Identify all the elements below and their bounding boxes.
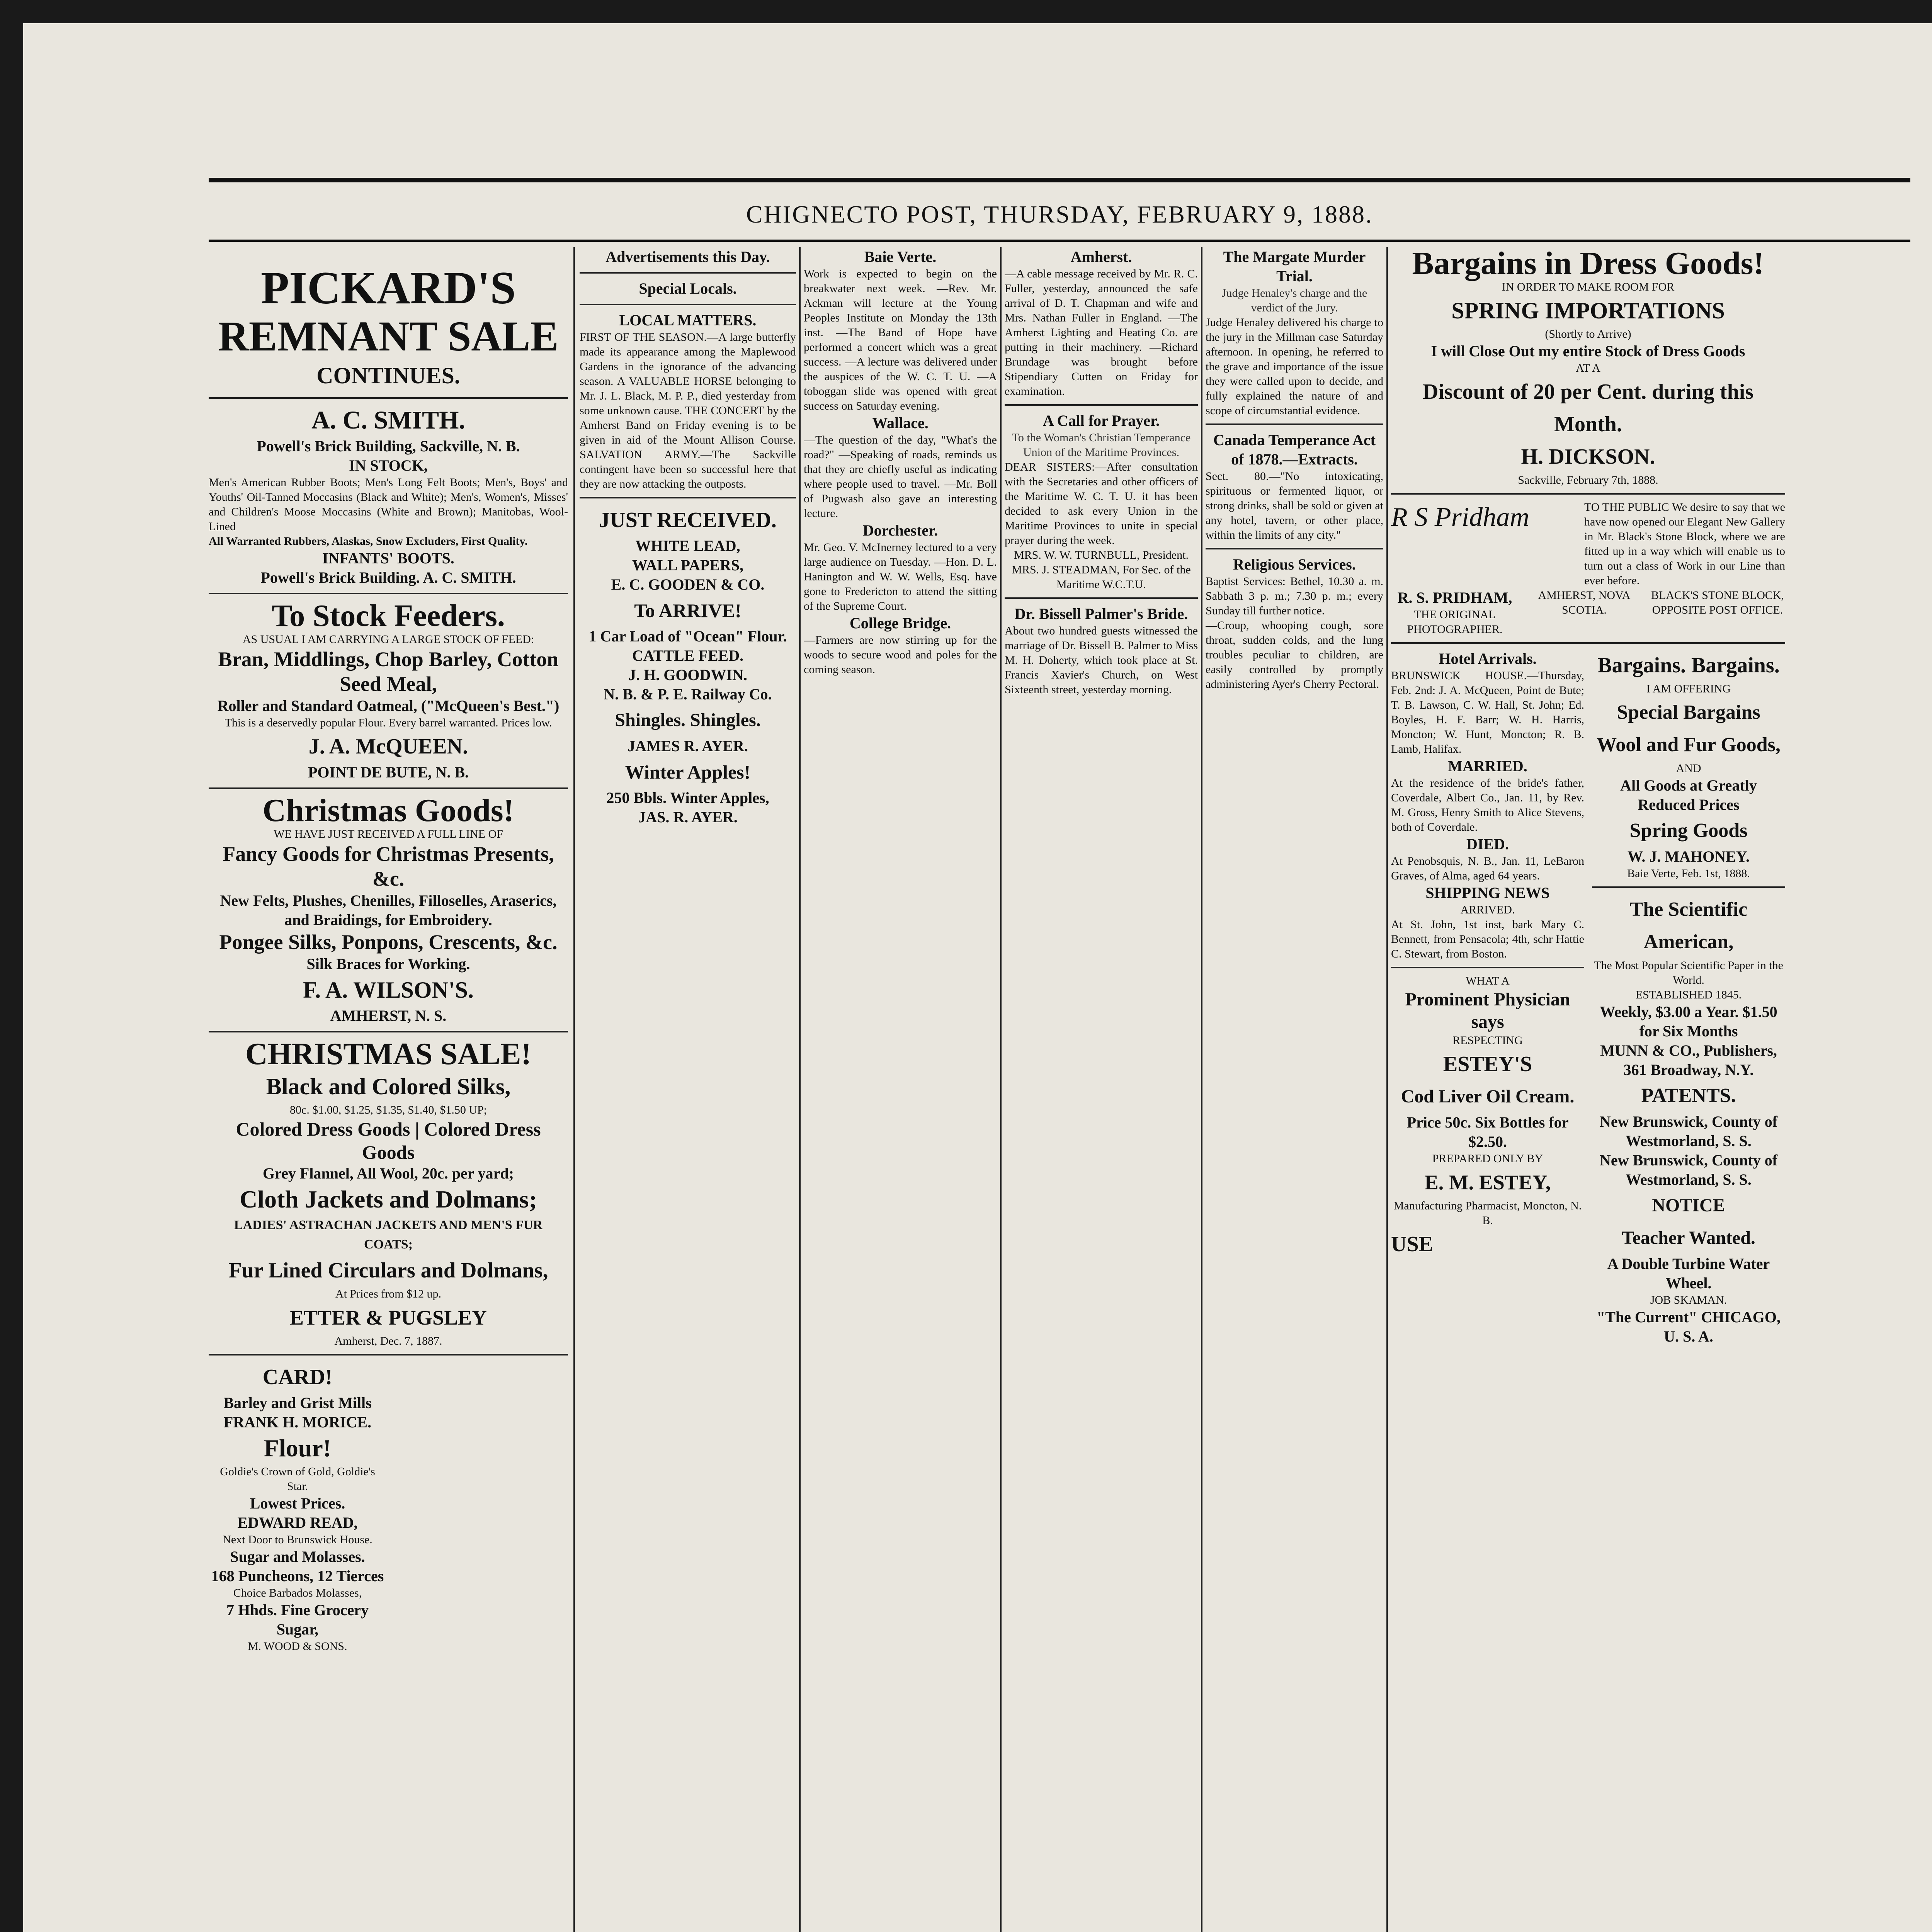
palmer-head: Dr. Bissell Palmer's Bride. [1014,605,1188,622]
cod-liver: Cod Liver Oil Cream. [1401,1086,1575,1107]
divider [209,787,568,789]
temperance-text: Sect. 80.—"No intoxicating, spirituous or fermented liquor, or strong drinks, shall be sold or given at any hotel, tavern, or other place, within the limits of any city." [1206,470,1383,541]
masthead-top-rule [209,178,1910,182]
ocean-flour: 1 Car Load of "Ocean" Flour. [588,628,787,645]
local-text: FIRST OF THE SEASON.—A large butterfly made its appearance among the Maplewood Gardens in the ignorance of the advancing season. A VALUABLE HORSE belonging to Mr. J. L. Black, M. P. P., died yesterday from some unknown cause. THE CONCERT by the Amherst Band on Friday evening is to be given in aid of the Mount Allison Course. SALVATION ARMY.—The Sackville contingent have been so successful here that they are now attacking the outposts. [580,331,796,490]
divider [580,497,796,498]
pickard-title: PICKARD'S [260,262,516,313]
column-rule [1000,247,1002,1932]
divider [209,1354,568,1355]
wallace-text: —The question of the day, "What's the road?" —Speaking of roads, reminds us that they are chiefly useful as indicating where people used to travel. —Mr. Boll of Pugwash also gave an interesting lecture. [804,434,997,520]
etter-name: ETTER & PUGSLEY [289,1306,487,1329]
skaman: JOB SKAMAN. [1650,1294,1727,1306]
gooden: E. C. GOODEN & CO. [611,576,765,593]
divider [209,593,568,594]
pickard-continues: CONTINUES. [316,363,460,388]
married-head: MARRIED. [1448,757,1527,775]
pridham-block: BLACK'S STONE BLOCK, OPPOSITE POST OFFICE. [1651,589,1784,616]
divider [580,272,796,274]
spring-importations: SPRING IMPORTATIONS [1451,298,1725,323]
xmas-sale: CHRISTMAS SALE! [245,1037,532,1071]
pridham-signature: R S Pridham [1391,502,1529,532]
local-matters: LOCAL MATTERS. [619,311,757,329]
wool: Wool and Fur Goods, [1597,734,1781,756]
sci-sub: The Most Popular Scientific Paper in the World. [1594,959,1783,986]
fur-lined: Fur Lined Circulars and Dolmans, [228,1259,548,1282]
mills: Barley and Grist Mills [223,1394,372,1412]
smith-warranted: All Warranted Rubbers, Alaskas, Snow Excluders, First Quality. [209,535,528,548]
dorchester-text: Mr. Geo. V. McInerney lectured to a very large audience on Tuesday. —Hon. D. L. Hanington and W. W. Wells, Esq. have gone to Fredericton to attend the sitting of the Supreme Court. [804,541,997,612]
apples: Winter Apples! [625,761,751,783]
what-a: WHAT A [1466,975,1510,987]
column-3 [804,247,997,1932]
pridham-ad [1391,500,1785,588]
just-received: JUST RECEIVED. [599,508,777,532]
amherst-text: —A cable message received by Mr. R. C. Fuller, yesterday, announced the safe arrival of D. T. Chapman and wife and Mrs. Nathan Fuller in England. —The Amherst Lighting and Heating Co. are putting in their machinery. —Richard Brundage was brought before Stipendiary Cutten on Friday for examination. [1005,267,1198,398]
patents: PATENTS. [1641,1085,1736,1107]
masthead-title: CHIGNECTO POST, THURSDAY, FEBRUARY 9, 1888. [746,201,1373,228]
column-rule [573,247,575,1932]
christmas-title: Christmas Goods! [262,793,514,828]
baie-verte-text: Work is expected to begin on the breakwater next week. —Rev. Mr. Ackman will lecture at the Young Peoples Institute on Monday the 13th inst. —The Band of Hope have performed a concert which was a great success. —A lecture was delivered under the auspices of the W. C. T. U. —A toboggan slide was opened with great success on Saturday evening. [804,267,997,412]
arrived: ARRIVED. [1460,903,1515,916]
sugar: Sugar and Molasses. [230,1548,365,1565]
bargains-2: Bargains. Bargains. [1597,653,1780,677]
shortly: (Shortly to Arrive) [1545,328,1631,340]
baie-verte-head: Baie Verte. [864,248,937,265]
col6-right [1592,649,1785,1346]
est: ESTABLISHED 1845. [1635,988,1742,1001]
prominent: Prominent Physician says [1405,989,1570,1032]
respecting: RESPECTING [1452,1034,1523,1047]
margate-text: Judge Henaley delivered his charge to the jury in the Millman case Saturday afternoon. In opening, he referred to the grave and importance of the issue they were called upon to decide, and fully explained the nature of and scope of circumstantial evidence. [1206,316,1383,417]
wilson-name: F. A. WILSON'S. [303,977,474,1003]
prayer-head: A Call for Prayer. [1043,412,1160,429]
close-out: I will Close Out my entire Stock of Dress Goods [1431,342,1745,360]
price: Price 50c. Six Bottles for $2.50. [1406,1114,1569,1150]
smith-footer: Powell's Brick Building. A. C. SMITH. [260,569,516,586]
ayer: JAMES R. AYER. [628,737,748,755]
divider [209,397,568,399]
divider [1005,597,1198,599]
feeders-title: To Stock Feeders. [272,599,505,633]
pridham-addr: AMHERST, NOVA SCOTIA. [1538,589,1631,616]
feeders-intro: AS USUAL I AM CARRYING A LARGE STOCK OF FEED: [242,633,534,646]
goodwin: J. H. GOODWIN. [628,666,747,684]
margate-sub: Judge Henaley's charge and the verdict of the Jury. [1221,287,1367,314]
christmas-pongee: Pongee Silks, Ponpons, Crescents, &c. [219,930,558,954]
lower-right [393,1361,566,1654]
college-text: —Farmers are now stirring up for the woods to secure wood and poles for the coming season. [804,634,997,676]
teacher: Teacher Wanted. [1622,1228,1755,1248]
newspaper-page [23,23,1932,1932]
married-text: At the residence of the bride's father, Coverdale, Albert Co., Jan. 11, by Rev. M. Gross, Henry Smith to Alice Stevens, both of Coverdale. [1391,777,1584,833]
munn: MUNN & CO., Publishers, 361 Broadway, N.Y. [1600,1042,1777,1078]
mcqueen-address: POINT DE BUTE, N. B. [308,764,469,781]
special: Special Bargains [1617,701,1760,723]
shipping-text: At St. John, 1st inst, bark Mary C. Bennett, from Pensacola; 4th, schr Hattie C. Stewart, from Boston. [1391,918,1584,960]
pridham-footer [1391,588,1785,637]
apples-sub: 250 Bbls. Winter Apples, [606,789,769,806]
religious-head: Religious Services. [1233,556,1356,573]
lower-row [209,1361,568,1654]
feeders-note: This is a deservedly popular Flour. Every barrel warranted. Prices low. [224,716,552,729]
pridham-sub: THE ORIGINAL PHOTOGRAPHER. [1407,608,1503,636]
wall-papers: WALL PAPERS, [632,556,744,574]
divider [580,304,796,305]
mcqueen-name: J. A. McQUEEN. [308,735,468,759]
smith-items: Men's American Rubber Boots; Men's Long Felt Boots; Men's, Boys' and Youths' Oil-Tanned Moccasins (Black and White); Men's, Women's, Misses' and Children's Moose Moccasins (White and Brown); Manitobas, Wool-Lined [209,476,568,533]
puncheons: 168 Puncheons, 12 Tierces [211,1567,384,1585]
hhds: 7 Hhds. Fine Grocery Sugar, [226,1601,369,1638]
cloth: Cloth Jackets and Dolmans; [240,1185,537,1213]
etter-address: Amherst, Dec. 7, 1887. [334,1335,442,1347]
divider [1391,493,1785,495]
special-locals: Special Locals. [639,280,737,297]
dorchester-head: Dorchester. [862,522,938,539]
flour-title: Flour! [264,1434,332,1462]
silks: Black and Colored Silks, [266,1074,511,1099]
temperance-head: Canada Temperance Act of 1878.—Extracts. [1213,431,1376,468]
hotel-text: BRUNSWICK HOUSE.—Thursday, Feb. 2nd: J. A. McQueen, Point de Bute; T. B. Lawson, C. W. Hall, St. John; Ed. Boyles, H. F. Barr; W. H. Harris, Moncton; W. Hunt, Moncton; R. B. Lamb, Halifax. [1391,669,1584,755]
estey: ESTEY'S [1443,1052,1532,1076]
masthead-bottom-rule [209,240,1910,242]
feeders-items: Bran, Middlings, Chop Barley, Cotton Seed Meal, [218,648,559,696]
pridham-name-block [1391,588,1519,637]
column-4 [1005,247,1198,1932]
flour-prices: Lowest Prices. [250,1495,345,1512]
morice: FRANK H. MORICE. [223,1413,372,1431]
wallace-head: Wallace. [872,414,929,432]
astrachan: LADIES' ASTRACHAN JACKETS AND MEN'S FUR COATS; [234,1218,543,1252]
feeders-oats: Roller and Standard Oatmeal, ("McQueen's Best.") [217,697,560,714]
column-rule [1201,247,1202,1932]
christmas-fancy: Fancy Goods for Christmas Presents, &c. [223,842,554,890]
dress-goods: Colored Dress Goods | Colored Dress Goods [236,1118,541,1163]
pharmacist: Manufacturing Pharmacist, Moncton, N. B. [1393,1199,1582,1227]
discount: Discount of 20 per Cent. during this Month. [1422,380,1754,436]
dickson-date: Sackville, February 7th, 1888. [1518,474,1658,486]
shingles: Shingles. Shingles. [615,710,761,730]
divider [1005,404,1198,406]
reduced: All Goods at Greatly Reduced Prices [1620,777,1757,813]
read-name: EDWARD READ, [237,1514,358,1531]
wilson-address: AMHERST, N. S. [330,1007,447,1024]
hotel-head: Hotel Arrivals. [1439,650,1537,667]
smith-infants: INFANTS' BOOTS. [322,549,454,567]
divider [1206,423,1383,425]
col6-lower [1391,649,1785,1346]
fur-price: At Prices from $12 up. [335,1287,442,1300]
died-text: At Penobsquis, N. B., Jan. 11, LeBaron Graves, of Alma, aged 64 years. [1391,855,1584,882]
croup-text: —Croup, whooping cough, sore throat, sudden colds, and the lung troubles peculiar to children, are easily controlled by promptly administering Ayer's Cherry Pectoral. [1206,619,1383,690]
religious-text: Baptist Services: Bethel, 10.30 a. m. Sabbath 3 p. m.; 7.30 p. m.; every Sunday till further notice. [1206,575,1383,617]
steadman: MRS. J. STEADMAN, For Sec. of the Maritime W.C.T.U. [1012,563,1191,591]
prepared: PREPARED ONLY BY [1432,1152,1543,1165]
divider [1592,886,1785,888]
column-1 [209,247,568,1932]
mahoney-addr: Baie Verte, Feb. 1st, 1888. [1627,867,1750,880]
prayer-sub: To the Woman's Christian Temperance Union of the Maritime Provinces. [1012,431,1191,459]
column-5 [1206,247,1383,1932]
smith-instock: IN STOCK, [349,457,428,474]
molasses: Choice Barbados Molasses, [233,1587,362,1599]
dickson: H. DICKSON. [1521,445,1655,469]
to-arrive: To ARRIVE! [634,600,742,621]
em-estey: E. M. ESTEY, [1424,1171,1551,1194]
divider [1391,642,1785,644]
smith-name: A. C. SMITH. [311,406,465,434]
christmas-braces: Silk Braces for Working. [306,955,470,973]
amherst-head: Amherst. [1070,248,1132,265]
bargains-intro: IN ORDER TO MAKE ROOM FOR [1502,281,1675,293]
turbine: A Double Turbine Water Wheel. [1607,1255,1770,1292]
palmer-text: About two hundred guests witnessed the marriage of Dr. Bissell B. Palmer to Miss M. H. Doherty, which took place at St. Francis Xavier's Church, on West Sixteenth street, yesterday morning. [1005,624,1198,696]
railway: N. B. & P. E. Railway Co. [604,685,772,703]
current: "The Current" CHICAGO, U. S. A. [1597,1308,1781,1345]
margate-head: The Margate Murder Trial. [1223,248,1366,285]
ads-head: Advertisements this Day. [605,248,770,265]
pridham-text: TO THE PUBLIC We desire to say that we have now opened our Elegant New Gallery in Mr. Black's Stone Block, where we are fitted up in a way which will enable us to turn out a class of Work in our Line than ever before. [1584,501,1785,587]
read-address: Next Door to Brunswick House. [223,1533,372,1546]
spring-goods: Spring Goods [1629,820,1748,842]
weekly: Weekly, $3.00 a Year. $1.50 for Six Months [1600,1003,1777,1040]
white-lead: WHITE LEAD, [635,537,740,554]
card-title: CARD! [262,1365,333,1389]
shipping-head: SHIPPING NEWS [1425,884,1550,901]
divider [1206,548,1383,549]
wood-name: M. WOOD & SONS. [248,1640,347,1653]
divider [209,1031,568,1032]
lower-left [209,1361,386,1654]
pickard-subtitle: REMNANT SALE [218,313,559,360]
sci-am: The Scientific American, [1629,898,1748,953]
mahoney: W. J. MAHONEY. [1628,848,1750,865]
cattle-feed: CATTLE FEED. [632,647,744,664]
pridham-name: R. S. PRIDHAM, [1397,589,1512,606]
college-head: College Bridge. [849,614,951,632]
christmas-intro: WE HAVE JUST RECEIVED A FULL LINE OF [274,828,503,840]
column-rule [1386,247,1388,1932]
flour-sub: Goldie's Crown of Gold, Goldie's Star. [220,1465,375,1493]
divider [1391,967,1584,968]
column-2 [580,247,796,1932]
ayer-2: JAS. R. AYER. [638,808,738,826]
column-rule [799,247,801,1932]
notice: NOTICE [1652,1195,1725,1216]
smith-address: Powell's Brick Building, Sackville, N. B. [257,437,520,455]
prayer-text: DEAR SISTERS:—After consultation with the Secretaries and other officers of the Maritime W. C. T. U. it has been decided to ask every Union in the Maritime Provinces to unite in special prayer during the week. [1005,461,1198,547]
bargains-title: Bargains in Dress Goods! [1412,247,1764,281]
and: AND [1676,762,1701,775]
nb-county-2: New Brunswick, County of Westmorland, S. S. [1599,1151,1778,1188]
offering: I AM OFFERING [1646,682,1731,695]
silk-prices: 80c. $1.00, $1.25, $1.35, $1.40, $1.50 UP; [290,1104,487,1116]
died-head: DIED. [1466,835,1509,853]
column-6 [1391,247,1785,1932]
col6-left [1391,649,1584,1346]
turnbull: MRS. W. W. TURNBULL, President. [1014,549,1189,561]
flannel: Grey Flannel, All Wool, 20c. per yard; [263,1165,514,1182]
at-a: AT A [1576,362,1600,374]
use: USE [1391,1232,1433,1256]
christmas-felts: New Felts, Plushes, Chenilles, Filloselles, Araserics, and Braidings, for Embroidery. [220,892,557,929]
nb-county: New Brunswick, County of Westmorland, S. S. [1599,1113,1778,1150]
